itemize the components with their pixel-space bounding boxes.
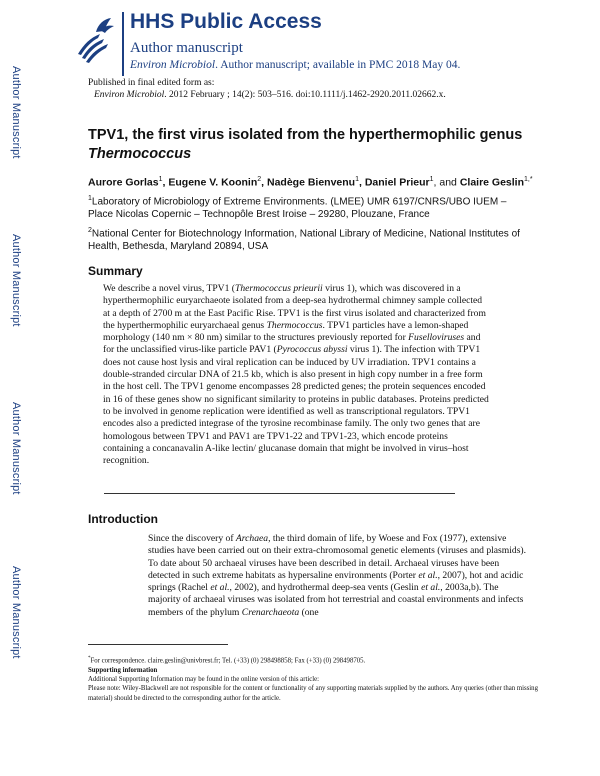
text-run: We describe a novel virus, TPV1 ( [103,283,235,294]
author-name: Claire Geslin [459,176,525,189]
citation-journal: Environ Microbiol [94,90,165,100]
correspondence-note [88,654,558,666]
text-run: and for the unclassified virus-like particle PAV1 ( [103,332,481,356]
correspondence-sup: * [88,656,91,661]
citation [88,89,446,101]
author-name: Daniel Prieur [364,176,430,189]
text-run: virus 1). The infection with TPV1 does not cause host lysis and viral replication can be induced by UV irradiation. TPV1 contains a double-stranded circular DNA of 21.5 kb, which is also present in high copy number in a free form in the host cell. The TPV1 genome encompasses 28 predicted genes; the protein sequences encoded in 16 of these genes show no significant similarity to proteins in public databases. Proteins predicted to be involved in genome replication were identified as well as transcriptional regulators. TPV1 encodes also a predicted integrase of the tyrosine recombinase family. The only two genes that are homologous between TPV1 and PAV1 are TPV1-22 and TPV1-23, which encode proteins containing a concanavalin A-like lectin/ glucanase domain that might be involved in virus–host recognition. [103,344,489,467]
affiliation-text: National Center for Biotechnology Information, National Library of Medicine, National Institutes of Health, Bethesda, Maryland 20894, USA [88,228,520,253]
summary-heading: Summary [88,264,143,278]
side-label-author-manuscript: Author Manuscript [10,402,22,495]
author-name: Aurore Gorlas [88,176,159,189]
text-run: . TPV1 particles have a lemon-shaped morphology (140 nm × 80 nm) similar to the structures previously reported for [103,319,469,344]
affiliation-text: Laboratory of Microbiology of Extreme Environments. (LMEE) UMR 6197/CNRS/UBO IUEM – Place Nicolas Copernic – Technopôle Brest Iroise – 29280, Plouzane, France [88,196,507,221]
side-label-author-manuscript: Author Manuscript [10,234,22,327]
introduction-body [148,533,532,619]
article-title-line1: TPV1, the first virus isolated from the hyperthermophilic genus [88,127,523,143]
side-label-author-manuscript: Author Manuscript [10,66,22,159]
author-name: Eugene V. Koonin [168,176,258,189]
authors-joiner: , and [433,176,460,189]
text-run: , 2003a,b). The majority of archaeal viruses was isolated from hot terrestrial and coastal environments and infects members of the phylum [148,582,524,618]
correspondence-text: For correspondence. claire.geslin@univbrest.fr; Tel. (+33) (0) 298498858; Fax (+33) (0) 298498705. [90,657,366,665]
text-run: , the third domain of life, by Woese and Fox (1977), extensive studies have been carried out on their extra-chromosomal genetic elements (viruses and plasmids). To date about 50 archaeal viruses have been described in detail. Archaeal viruses have been detected in such extreme habitats as hypersaline environments (Porter [148,533,527,581]
affiliation [88,192,528,221]
article-title [88,126,558,164]
text-run: , 2007), hot and acidic springs (Rachel [148,569,524,594]
availability-note [130,59,460,71]
italic-term: Fuselloviruses [408,332,465,344]
summary-divider [104,493,455,494]
author-name: Nadège Bienvenu [266,176,356,189]
author-affil-sup: 2 [257,176,262,183]
hhs-eagle-icon [74,14,116,64]
affiliation-sup: 1 [88,195,92,202]
affiliation [88,224,528,253]
italic-term: Pyrococcus abyssi [276,344,348,356]
introduction-heading: Introduction [88,512,158,526]
citation-details: . 2012 February ; 14(2): 503–516. doi:10.1111/j.1462-2920.2011.02662.x. [164,90,446,100]
italic-term: Crenarchaeota [241,606,300,618]
publication-info [88,77,446,101]
availability-text: . Author manuscript; available in PMC 2018 May 04. [215,59,461,71]
hhs-header [74,10,544,78]
italic-term: et al. [421,582,441,594]
footnote-divider [88,644,228,645]
author-affil-sup: 1 [158,176,163,183]
supporting-info-line: Additional Supporting Information may be found in the online version of this article: [88,676,320,684]
summary-body [103,283,490,467]
article-title-line2: Thermococcus [88,146,192,162]
author-manuscript-label: Author manuscript [130,40,243,56]
italic-term: Thermococcus [266,319,323,331]
author-affil-sup: 1,* [524,176,533,183]
side-label-author-manuscript: Author Manuscript [10,566,22,659]
italic-term: Thermococcus prieurii [235,283,323,294]
text-run: virus 1), which was discovered in a hyperthermophilic euryarchaeote isolated from a deep-sea hydrothermal chimney sample collected at a depth of 2700 m at the East Pacific Rise. TPV1 is the first virus isolated and characterized from the hyperthermophilic euryarchaeal genus [103,283,486,331]
text-run: Since the discovery of [148,533,236,544]
text-run: , 2002), and hydrothermal deep-sea vents (Geslin [229,582,422,594]
affiliation-sup: 2 [88,227,92,234]
author-affil-sup: 1 [355,176,359,183]
italic-term: Archaea [235,533,269,544]
italic-term: et al. [210,582,230,594]
footnotes [88,654,558,703]
italic-term: et al. [418,569,438,581]
text-run: (one [299,606,319,618]
publisher-disclaimer: Please note: Wiley-Blackwell are not responsible for the content or functionality of any supporting materials supplied by the authors. Any queries (other than missing material) should be directed to the corresponding author for the article. [88,685,538,702]
hhs-public-access-title: HHS Public Access [130,10,322,33]
author-list: Aurore Gorlas$^1$, Eugene V. Koonin$^2$, Nadège Bienvenu$^1$, Daniel Prieur$^1$, and Claire Geslin$^{1,*}$ [88,176,533,189]
journal-name: Environ Microbiol [130,59,216,71]
header-divider [122,12,124,76]
supporting-info-heading: Supporting information [88,666,158,674]
author-affil-sup: 1 [429,176,434,183]
published-label: Published in final edited form as: [88,78,215,88]
